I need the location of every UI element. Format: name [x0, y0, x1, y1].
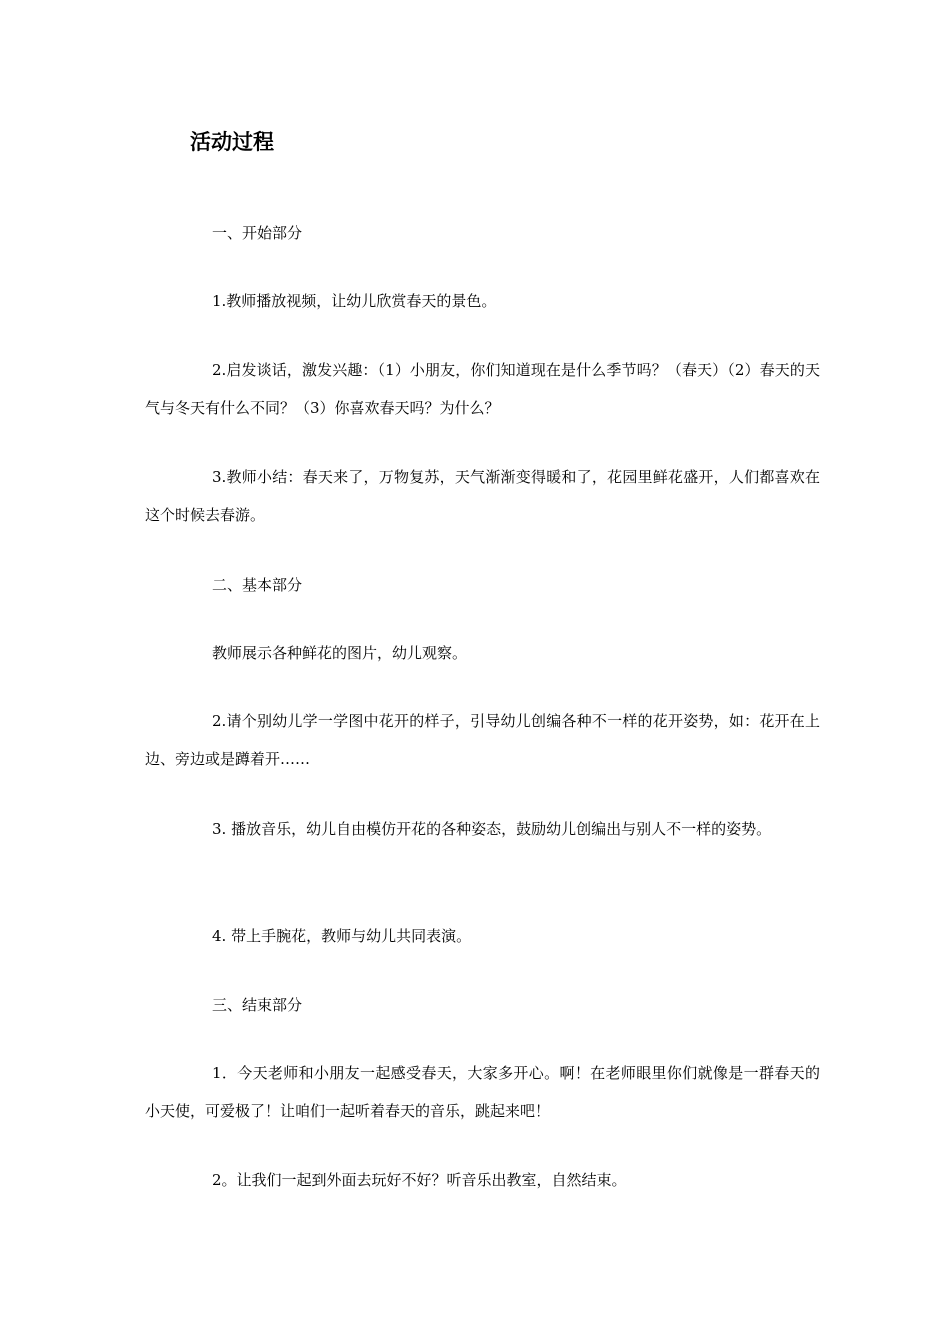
paragraph: 1．今天老师和小朋友一起感受春天，大家多开心。啊！在老师眼里你们就像是一群春天的小天使，可爱极了！让咱们一起听着春天的音乐，跳起来吧！ [145, 1064, 820, 1120]
paragraph: 1.教师播放视频，让幼儿欣赏春天的景色。 [212, 292, 497, 310]
paragraph: 2。让我们一起到外面去玩好不好？听音乐出教室，自然结束。 [212, 1171, 627, 1189]
page-title: 活动过程 [190, 129, 274, 154]
paragraph: 2.请个别幼儿学一学图中花开的样子，引导幼儿创编各种不一样的花开姿势，如：花开在上边、旁边或是蹲着开…… [145, 712, 820, 768]
paragraph: 3. 播放音乐，幼儿自由模仿开花的各种姿态，鼓励幼儿创编出与别人不一样的姿势。 [212, 820, 772, 838]
paragraph: 教师展示各种鲜花的图片，幼儿观察。 [212, 644, 468, 662]
section-heading-end: 三、结束部分 [212, 996, 303, 1014]
paragraph: 2.启发谈话，激发兴趣：（1）小朋友，你们知道现在是什么季节吗？（春天）（2）春天的天气与冬天有什么不同？（3）你喜欢春天吗？为什么？ [145, 361, 820, 417]
section-heading-start: 一、开始部分 [212, 224, 303, 242]
paragraph: 3.教师小结：春天来了，万物复苏，天气渐渐变得暖和了，花园里鲜花盛开，人们都喜欢在这个时候去春游。 [145, 468, 820, 524]
section-heading-basic: 二、基本部分 [212, 576, 303, 594]
paragraph: 4. 带上手腕花，教师与幼儿共同表演。 [212, 927, 472, 945]
